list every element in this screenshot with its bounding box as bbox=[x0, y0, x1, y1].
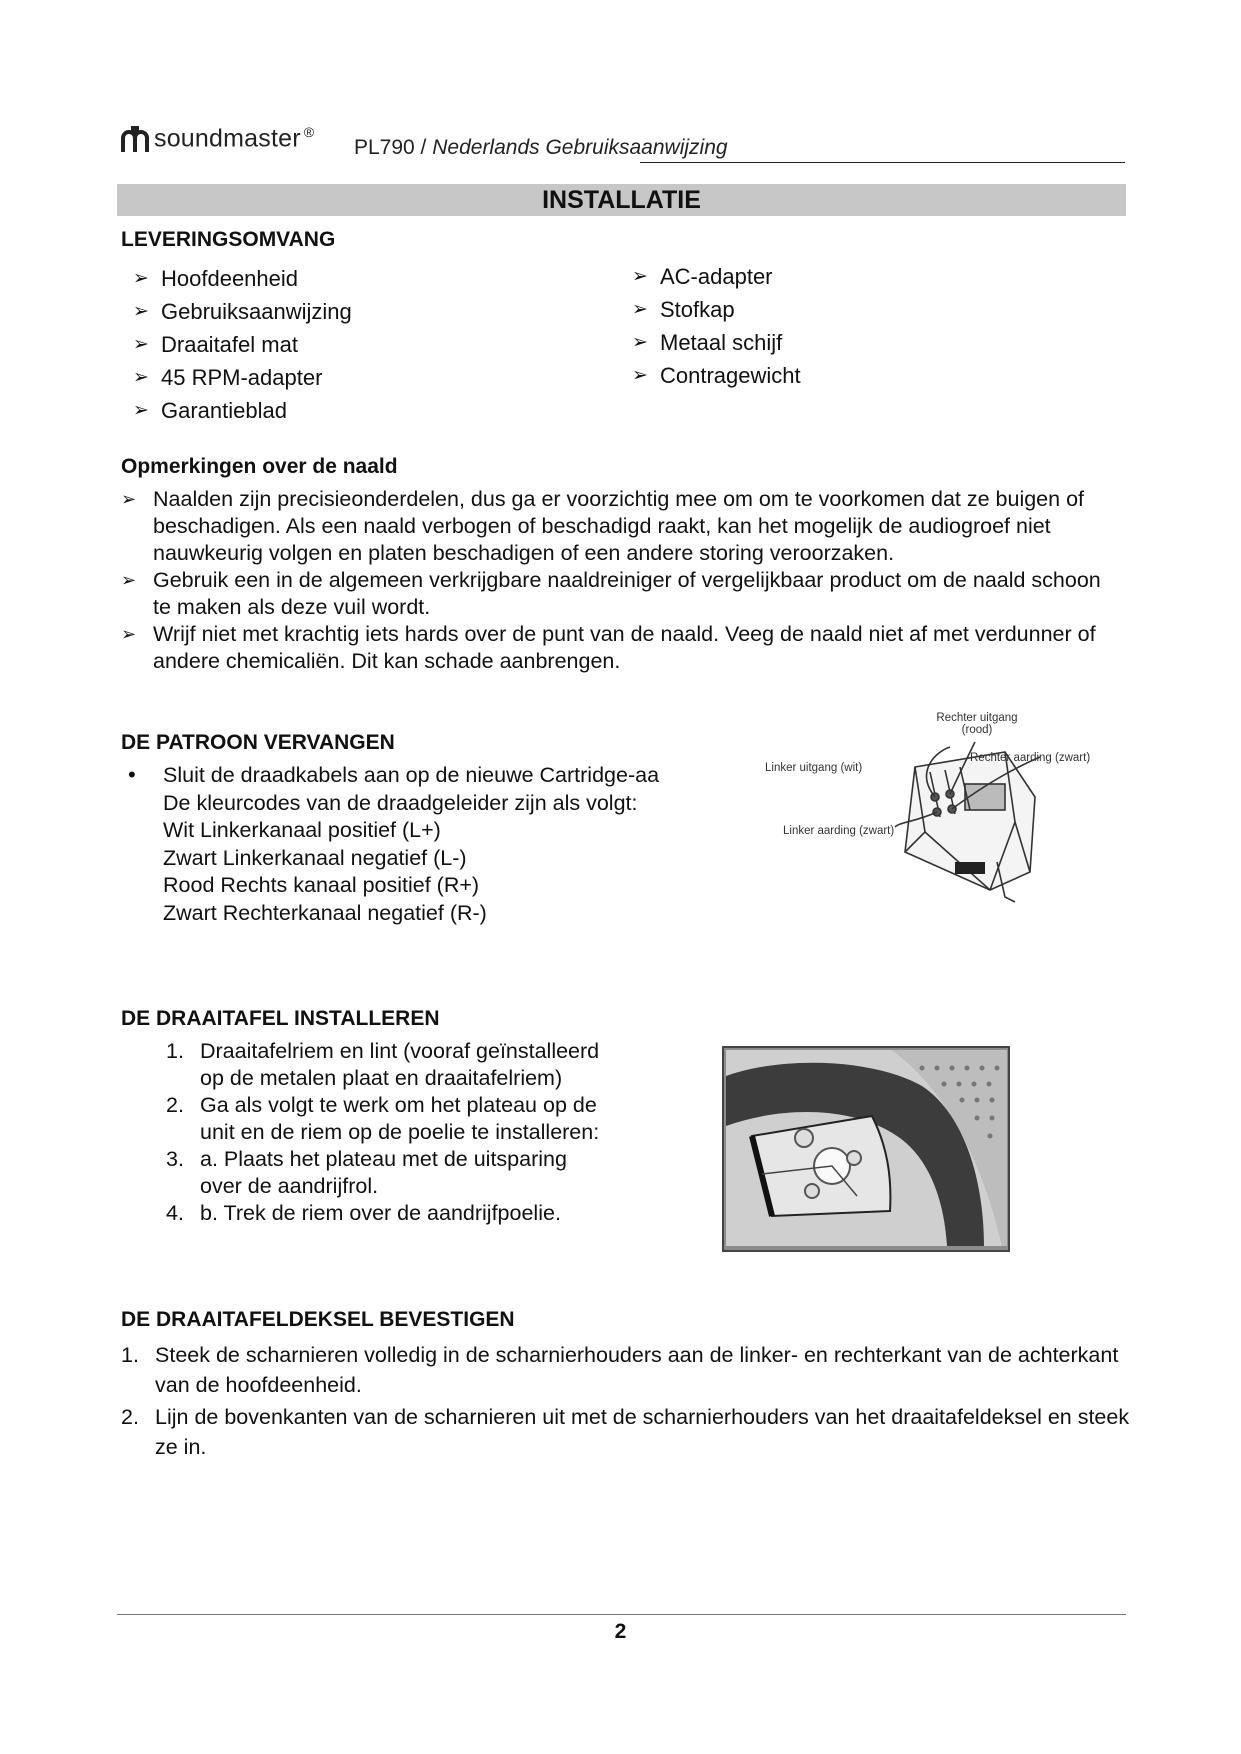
patroon-line: De kleurcodes van de draadgeleider zijn als volgt: bbox=[163, 790, 638, 815]
list-item: ➢ Contragewicht bbox=[620, 359, 801, 392]
list-item: ➢ AC-adapter bbox=[620, 260, 801, 293]
arrow-bullet-icon: ➢ bbox=[121, 570, 137, 590]
levering-list-right bbox=[620, 260, 801, 392]
model-number: PL790 / bbox=[354, 136, 433, 159]
platter-drawing bbox=[722, 1046, 1010, 1252]
arrow-bullet-icon: ➢ bbox=[632, 266, 648, 287]
patroon-line: Sluit de draadkabels aan op de nieuwe Cartridge-aa bbox=[163, 763, 660, 787]
list-item: ➢ 45 RPM-adapter bbox=[121, 361, 352, 394]
draaitafel-heading: DE DRAAITAFEL INSTALLEREN bbox=[121, 1007, 440, 1030]
arrow-bullet-icon: ➢ bbox=[133, 301, 149, 322]
cartridge-wiring-figure bbox=[765, 712, 1115, 912]
list-item: ➢ Garantieblad bbox=[121, 394, 352, 427]
naald-paragraph-1: ➢ Naalden zijn precisieonderdelen, dus ga er voorzichtig mee om om te voorkomen dat ze buigen of beschadigen. Als een naald verbogen of beschadigd raakt, kan het mogelijk de audiogroef niet nauwkeurig volgen en platen beschadigen of een andere storing veroorzaken. bbox=[121, 487, 1084, 565]
patroon-line: Rood Rechts kanaal positief (R+) bbox=[163, 873, 480, 897]
arrow-bullet-icon: ➢ bbox=[133, 268, 149, 289]
naald-paragraph-2: ➢ Gebruik een in de algemeen verkrijgbare naaldreiniger of vergelijkbaar product om de naald schoon te maken als deze vuil wordt. bbox=[121, 568, 1101, 619]
brand-registered: ® bbox=[303, 124, 315, 140]
arrow-bullet-icon: ➢ bbox=[632, 299, 648, 320]
list-item: 2. Lijn de bovenkanten van de scharnieren uit met de scharnierhouders van het draaitafeldeksel en steek ze in. bbox=[121, 1405, 1130, 1459]
patroon-heading: DE PATROON VERVANGEN bbox=[121, 731, 395, 754]
label-left-ground: Linker aarding (zwart) bbox=[783, 825, 895, 837]
patroon-bullet: • bbox=[128, 762, 136, 787]
deksel-heading: DE DRAAITAFELDEKSEL BEVESTIGEN bbox=[121, 1308, 515, 1331]
draaitafel-steps bbox=[166, 1038, 612, 1227]
list-item: 4. b. Trek de riem over de aandrijfpoelie. bbox=[166, 1201, 561, 1225]
section-banner bbox=[117, 184, 1126, 216]
platter-figure bbox=[722, 1046, 1010, 1252]
deksel-steps bbox=[121, 1340, 1131, 1462]
label-right-ground: Rechter aarding (zwart) bbox=[970, 752, 1091, 764]
document-title bbox=[354, 136, 728, 160]
arrow-bullet-icon: ➢ bbox=[133, 367, 149, 388]
list-item: 3. a. Plaats het plateau met de uitsparing over de aandrijfrol. bbox=[166, 1147, 567, 1198]
label-left-output: Linker uitgang (wit) bbox=[765, 762, 863, 774]
list-item: ➢ Gebruiksaanwijzing bbox=[121, 295, 352, 328]
list-item: ➢ Metaal schijf bbox=[620, 326, 801, 359]
banner-title: INSTALLATIE bbox=[542, 186, 701, 214]
levering-heading: LEVERINGSOMVANG bbox=[121, 228, 336, 251]
patroon-line: Zwart Linkerkanaal negatief (L-) bbox=[163, 845, 467, 870]
footer-rule bbox=[117, 1614, 1126, 1615]
arrow-bullet-icon: ➢ bbox=[133, 334, 149, 355]
list-item: 2. Ga als volgt te werk om het plateau op de unit en de riem op de poelie te installeren: bbox=[166, 1093, 600, 1144]
list-item: ➢ Stofkap bbox=[620, 293, 801, 326]
manual-language-title: Nederlands Gebruiksaanwijzing bbox=[432, 136, 728, 159]
list-item: ➢ Hoofdeenheid bbox=[121, 262, 352, 295]
page-number: 2 bbox=[614, 1620, 627, 1643]
soundmaster-logo-icon bbox=[120, 124, 150, 154]
patroon-line: Wit Linkerkanaal positief (L+) bbox=[163, 818, 441, 842]
patroon-line: Zwart Rechterkanaal negatief (R-) bbox=[163, 900, 487, 925]
brand-name: soundmaster ® bbox=[154, 124, 315, 153]
naald-heading: Opmerkingen over de naald bbox=[121, 455, 398, 478]
header-rule bbox=[640, 162, 1125, 163]
patroon-text bbox=[163, 762, 723, 927]
list-item: ➢ Draaitafel mat bbox=[121, 328, 352, 361]
arrow-bullet-icon: ➢ bbox=[632, 365, 648, 386]
levering-list-left bbox=[121, 262, 352, 427]
page-header bbox=[120, 118, 1125, 166]
arrow-bullet-icon: ➢ bbox=[121, 624, 137, 644]
arrow-bullet-icon: ➢ bbox=[121, 489, 137, 509]
label-right-output: Rechter uitgang (rood) bbox=[936, 712, 1018, 736]
cartridge-drawing bbox=[765, 712, 1115, 912]
list-item: 1. Steek de scharnieren volledig in de scharnierhouders aan de linker- en rechterkant van de achterkant van de hoofdeenheid. bbox=[121, 1343, 1119, 1397]
list-item: 1. Draaitafelriem en lint (vooraf geïnstalleerd op de metalen plaat en draaitafelriem) bbox=[166, 1039, 600, 1090]
naald-paragraph-3: ➢ Wrijf niet met krachtig iets hards over de punt van de naald. Veeg de naald niet af met verdunner of andere chemicaliën. Dit kan schade aanbrengen. bbox=[121, 622, 1096, 673]
arrow-bullet-icon: ➢ bbox=[632, 332, 648, 353]
arrow-bullet-icon: ➢ bbox=[133, 400, 149, 421]
